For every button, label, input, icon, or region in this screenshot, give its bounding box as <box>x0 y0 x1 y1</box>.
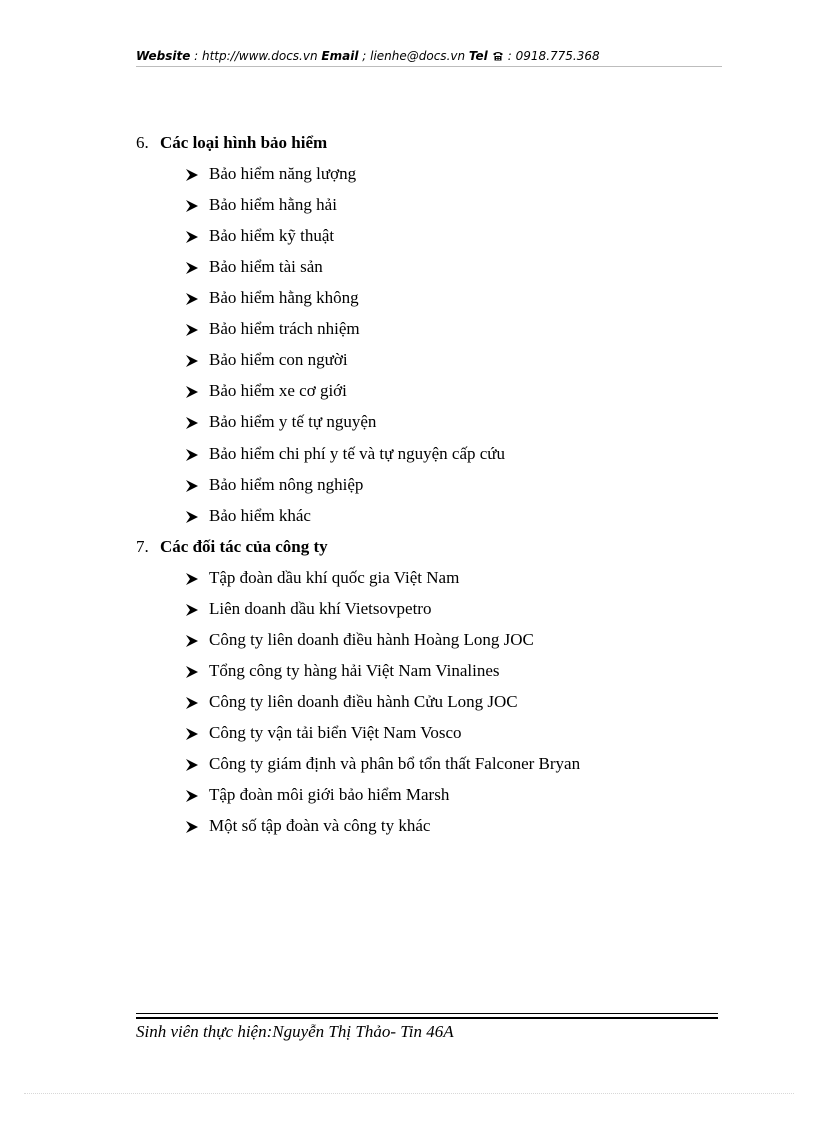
arrow-bullet-icon <box>185 664 209 678</box>
arrow-bullet-icon <box>185 447 209 461</box>
list-item <box>185 257 323 277</box>
list-item-label: Bảo hiểm kỹ thuật <box>209 226 335 246</box>
arrow-bullet-icon <box>185 478 209 492</box>
list-item <box>185 599 431 619</box>
section-title: Các đối tác của công ty <box>160 536 328 556</box>
list-item-label: Bảo hiểm chi phí y tế và tự nguyện cấp cứu <box>209 443 506 463</box>
list-item <box>185 785 449 805</box>
list-item <box>185 164 356 184</box>
list-item-label: Công ty liên doanh điều hành Hoàng Long JOC <box>209 629 534 649</box>
list-item-label: Công ty vận tải biển Việt Nam Vosco <box>209 722 462 742</box>
header-divider <box>136 66 722 67</box>
arrow-bullet-icon <box>185 353 209 367</box>
list-item-label: Bảo hiểm hằng không <box>209 288 359 308</box>
list-item-label: Bảo hiểm năng lượng <box>209 164 357 184</box>
list-item <box>185 754 580 774</box>
list-item <box>185 475 363 495</box>
section-heading <box>136 133 327 153</box>
list-item <box>185 381 347 401</box>
arrow-bullet-icon <box>185 602 209 616</box>
arrow-bullet-icon <box>185 726 209 740</box>
arrow-bullet-icon <box>185 415 209 429</box>
section-number: 7. <box>136 536 149 556</box>
arrow-bullet-icon <box>185 819 209 833</box>
email-address: ; lienhe@docs.vn <box>358 49 469 63</box>
list-item-label: Bảo hiểm tài sản <box>209 257 323 277</box>
list-item-label: Tập đoàn dầu khí quốc gia Việt Nam <box>209 567 460 587</box>
arrow-bullet-icon <box>185 229 209 243</box>
footer-author: Sinh viên thực hiện:Nguyễn Thị Thảo- Tin 46A <box>136 1022 454 1041</box>
list-item-label: Bảo hiểm y tế tự nguyện <box>209 412 377 432</box>
list-item-label: Công ty liên doanh điều hành Cửu Long JOC <box>209 691 518 711</box>
arrow-bullet-icon <box>185 757 209 771</box>
list-item <box>185 568 459 588</box>
page-header <box>136 48 722 64</box>
tel-label: Tel <box>468 49 492 63</box>
list-item-label: Bảo hiểm trách nhiệm <box>209 319 360 339</box>
arrow-bullet-icon <box>185 788 209 802</box>
list-item-label: Liên doanh dầu khí Vietsovpetro <box>209 598 432 618</box>
arrow-bullet-icon <box>185 260 209 274</box>
arrow-bullet-icon <box>185 571 209 585</box>
page-edge <box>24 1093 794 1094</box>
list-item <box>185 723 462 743</box>
website-label: Website <box>136 49 191 63</box>
footer-divider-thick <box>136 1017 718 1019</box>
arrow-bullet-icon <box>185 384 209 398</box>
list-item-label: Một số tập đoàn và công ty khác <box>209 816 431 836</box>
section-title: Các loại hình bảo hiểm <box>160 133 328 152</box>
list-item <box>185 630 534 650</box>
list-item-label: Bảo hiểm con người <box>209 350 348 370</box>
website-url: : http://www.docs.vn <box>190 49 322 63</box>
list-item <box>185 506 311 526</box>
list-item <box>185 319 360 339</box>
arrow-bullet-icon <box>185 198 209 212</box>
arrow-bullet-icon <box>185 509 209 523</box>
list-item-label: Bảo hiểm khác <box>209 505 311 525</box>
list-item <box>185 412 376 432</box>
list-item <box>185 288 359 308</box>
arrow-bullet-icon <box>185 291 209 305</box>
phone-icon <box>492 51 504 61</box>
list-item <box>185 661 500 681</box>
tel-number: : 0918.775.368 <box>503 49 600 63</box>
list-item-label: Bảo hiểm nông nghiệp <box>209 474 364 494</box>
arrow-bullet-icon <box>185 167 209 181</box>
arrow-bullet-icon <box>185 695 209 709</box>
list-item-label: Tổng công ty hàng hải Việt Nam Vinalines <box>209 660 500 680</box>
list-item <box>185 350 348 370</box>
arrow-bullet-icon <box>185 322 209 336</box>
list-item-label: Bảo hiểm hằng hải <box>209 195 337 215</box>
list-item <box>185 816 430 836</box>
section-heading <box>136 537 328 557</box>
list-item <box>185 226 334 246</box>
arrow-bullet-icon <box>185 633 209 647</box>
section-number: 6. <box>136 133 149 152</box>
list-item-label: Bảo hiểm xe cơ giới <box>209 381 347 401</box>
list-item <box>185 195 337 215</box>
list-item-label: Công ty giám định và phân bổ tổn thất Falconer Bryan <box>209 754 581 773</box>
email-label: Email <box>321 49 359 63</box>
list-item <box>185 444 505 464</box>
footer-divider-thin <box>136 1013 718 1014</box>
list-item <box>185 692 518 712</box>
list-item-label: Tập đoàn môi giới bảo hiểm Marsh <box>209 785 450 805</box>
